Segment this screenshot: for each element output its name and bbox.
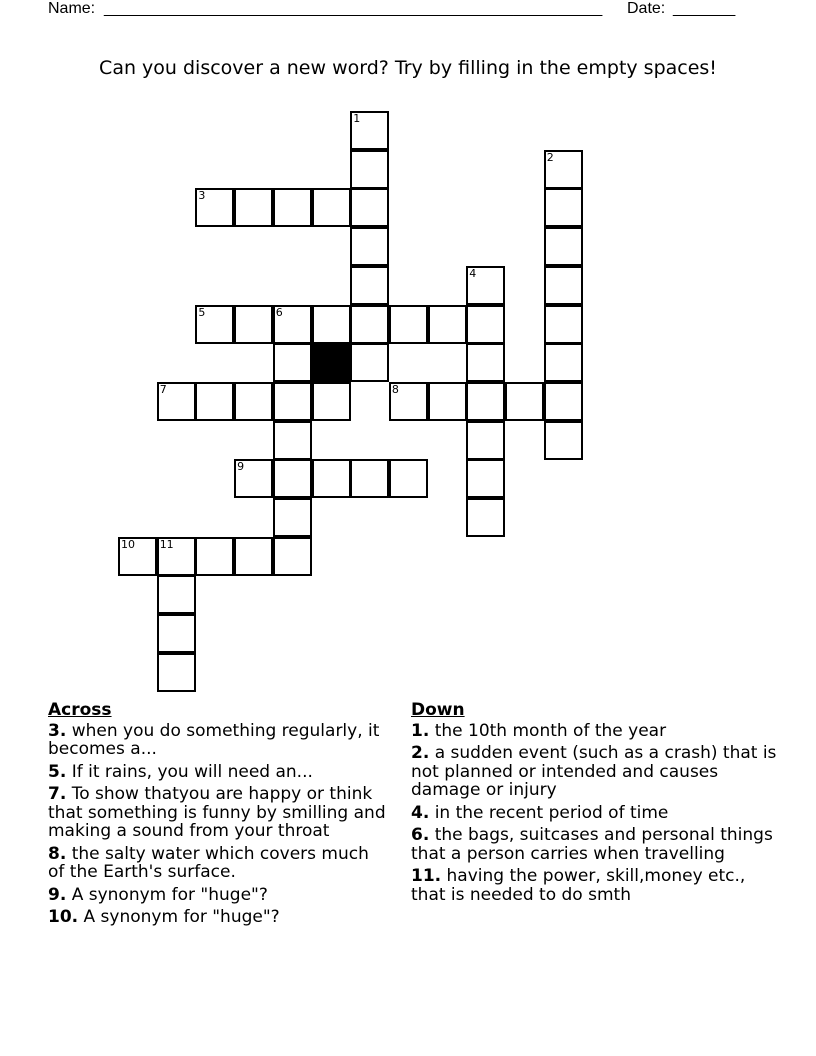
clue-text: If it rains, you will need an... <box>66 761 313 782</box>
crossword-cell[interactable] <box>428 382 467 421</box>
name-field[interactable]: ________________________________________________________ <box>104 0 603 17</box>
crossword-cell[interactable] <box>544 343 583 382</box>
crossword-cell[interactable] <box>350 459 389 498</box>
crossword-cell[interactable] <box>466 421 505 460</box>
black-square <box>312 343 351 382</box>
crossword-cell[interactable] <box>389 459 428 498</box>
crossword-cell[interactable] <box>195 188 234 227</box>
clue-number: 10. <box>48 907 79 927</box>
cell-number: 5 <box>198 305 206 319</box>
crossword-cell[interactable] <box>234 188 273 227</box>
crossword-cell[interactable] <box>157 382 196 421</box>
crossword-cell[interactable] <box>234 537 273 576</box>
clue-text: the salty water which covers much of the Earth's surface. <box>48 843 369 882</box>
clue-number: 1. <box>411 720 430 741</box>
across-clues <box>48 701 388 931</box>
instructions: Can you discover a new word? Try by filling in the empty spaces! <box>99 57 717 79</box>
crossword-cell[interactable] <box>195 382 234 421</box>
crossword-cell[interactable] <box>466 498 505 537</box>
date-field[interactable]: _______ <box>673 0 736 17</box>
crossword-cell[interactable] <box>157 537 196 576</box>
crossword-cell[interactable] <box>118 537 157 576</box>
crossword-cell[interactable] <box>273 421 312 460</box>
crossword-cell[interactable] <box>234 305 273 344</box>
crossword-cell[interactable] <box>544 382 583 421</box>
clue-text: when you do something regularly, it becomes a... <box>48 720 380 759</box>
clue-number: 7. <box>48 784 67 804</box>
clue-number: 8. <box>48 843 67 864</box>
clue-number: 11. <box>411 866 442 886</box>
clue-text: having the power, skill,money etc., that is needed to do smth <box>411 866 746 905</box>
crossword-cell[interactable] <box>195 305 234 344</box>
crossword-cell[interactable] <box>544 227 583 266</box>
crossword-cell[interactable] <box>350 305 389 344</box>
crossword-cell[interactable] <box>273 188 312 227</box>
cell-number: 9 <box>237 460 245 474</box>
crossword-cell[interactable] <box>157 614 196 653</box>
crossword-cell[interactable] <box>466 382 505 421</box>
crossword-cell[interactable] <box>350 227 389 266</box>
crossword-cell[interactable] <box>273 498 312 537</box>
down-clue-1 <box>411 722 781 741</box>
crossword-cell[interactable] <box>466 343 505 382</box>
across-clue-5 <box>48 763 388 782</box>
cell-number: 11 <box>159 537 174 551</box>
crossword-cell[interactable] <box>234 382 273 421</box>
clue-text: in the recent period of time <box>429 802 669 823</box>
down-heading: Down <box>411 700 465 720</box>
across-clue-7 <box>48 785 388 841</box>
crossword-cell[interactable] <box>350 188 389 227</box>
crossword-cell[interactable] <box>157 653 196 692</box>
crossword-cell[interactable] <box>312 459 351 498</box>
crossword-cell[interactable] <box>312 305 351 344</box>
crossword-cell[interactable] <box>466 459 505 498</box>
clue-number: 3. <box>48 720 67 741</box>
crossword-cell[interactable] <box>350 266 389 305</box>
crossword-cell[interactable] <box>389 382 428 421</box>
clue-number: 2. <box>411 743 430 763</box>
clue-text: the bags, suitcases and personal things that a person carries when travelling <box>411 825 773 864</box>
crossword-cell[interactable] <box>312 188 351 227</box>
crossword-cell[interactable] <box>234 459 273 498</box>
clue-number: 6. <box>411 825 430 845</box>
down-clue-4 <box>411 804 781 823</box>
across-clue-9 <box>48 886 388 905</box>
down-clue-11 <box>411 867 781 904</box>
crossword-cell[interactable] <box>157 575 196 614</box>
across-clue-3 <box>48 722 388 759</box>
cell-number: 1 <box>353 112 361 125</box>
name-label: Name: <box>48 0 96 17</box>
crossword-cell[interactable] <box>505 382 544 421</box>
across-clue-8 <box>48 845 388 882</box>
across-heading: Across <box>48 700 112 720</box>
cell-number: 6 <box>275 305 283 319</box>
clue-text: To show thatyou are happy or think that something is funny by smilling and making a sound from your throat <box>48 784 386 841</box>
across-clue-10 <box>48 908 388 927</box>
down-clue-2 <box>411 744 781 800</box>
crossword-cell[interactable] <box>273 459 312 498</box>
crossword-cell[interactable] <box>350 343 389 382</box>
crossword-cell[interactable] <box>544 188 583 227</box>
crossword-cell[interactable] <box>544 305 583 344</box>
crossword-cell[interactable] <box>195 537 234 576</box>
down-clue-6 <box>411 826 781 863</box>
clue-number: 5. <box>48 761 67 782</box>
crossword-cell[interactable] <box>312 382 351 421</box>
cell-number: 3 <box>198 189 206 203</box>
crossword-cell[interactable] <box>389 305 428 344</box>
crossword-cell[interactable] <box>273 343 312 382</box>
clue-text: the 10th month of the year <box>429 720 667 741</box>
crossword-cell[interactable] <box>350 111 389 150</box>
cell-number: 10 <box>121 537 135 551</box>
crossword-cell[interactable] <box>544 421 583 460</box>
crossword-cell[interactable] <box>273 305 312 344</box>
crossword-cell[interactable] <box>466 266 505 305</box>
clue-text: a sudden event (such as a crash) that is not planned or intended and causes damage or injury <box>411 743 777 800</box>
cell-number: 7 <box>159 382 167 396</box>
crossword-cell[interactable] <box>466 305 505 344</box>
date-label: Date: <box>627 0 666 17</box>
crossword-cell[interactable] <box>544 150 583 189</box>
crossword-cell[interactable] <box>350 150 389 189</box>
crossword-cell[interactable] <box>428 305 467 344</box>
cell-number: 8 <box>391 382 399 396</box>
down-clues <box>411 701 781 908</box>
cell-number: 4 <box>469 266 477 280</box>
crossword-cell[interactable] <box>273 537 312 576</box>
crossword-cell[interactable] <box>273 382 312 421</box>
clue-number: 4. <box>411 802 430 823</box>
clue-text: A synonym for "huge"? <box>78 907 280 927</box>
crossword-cell[interactable] <box>544 266 583 305</box>
clue-number: 9. <box>48 884 67 905</box>
clue-text: A synonym for "huge"? <box>66 884 268 905</box>
cell-number: 2 <box>546 150 554 164</box>
